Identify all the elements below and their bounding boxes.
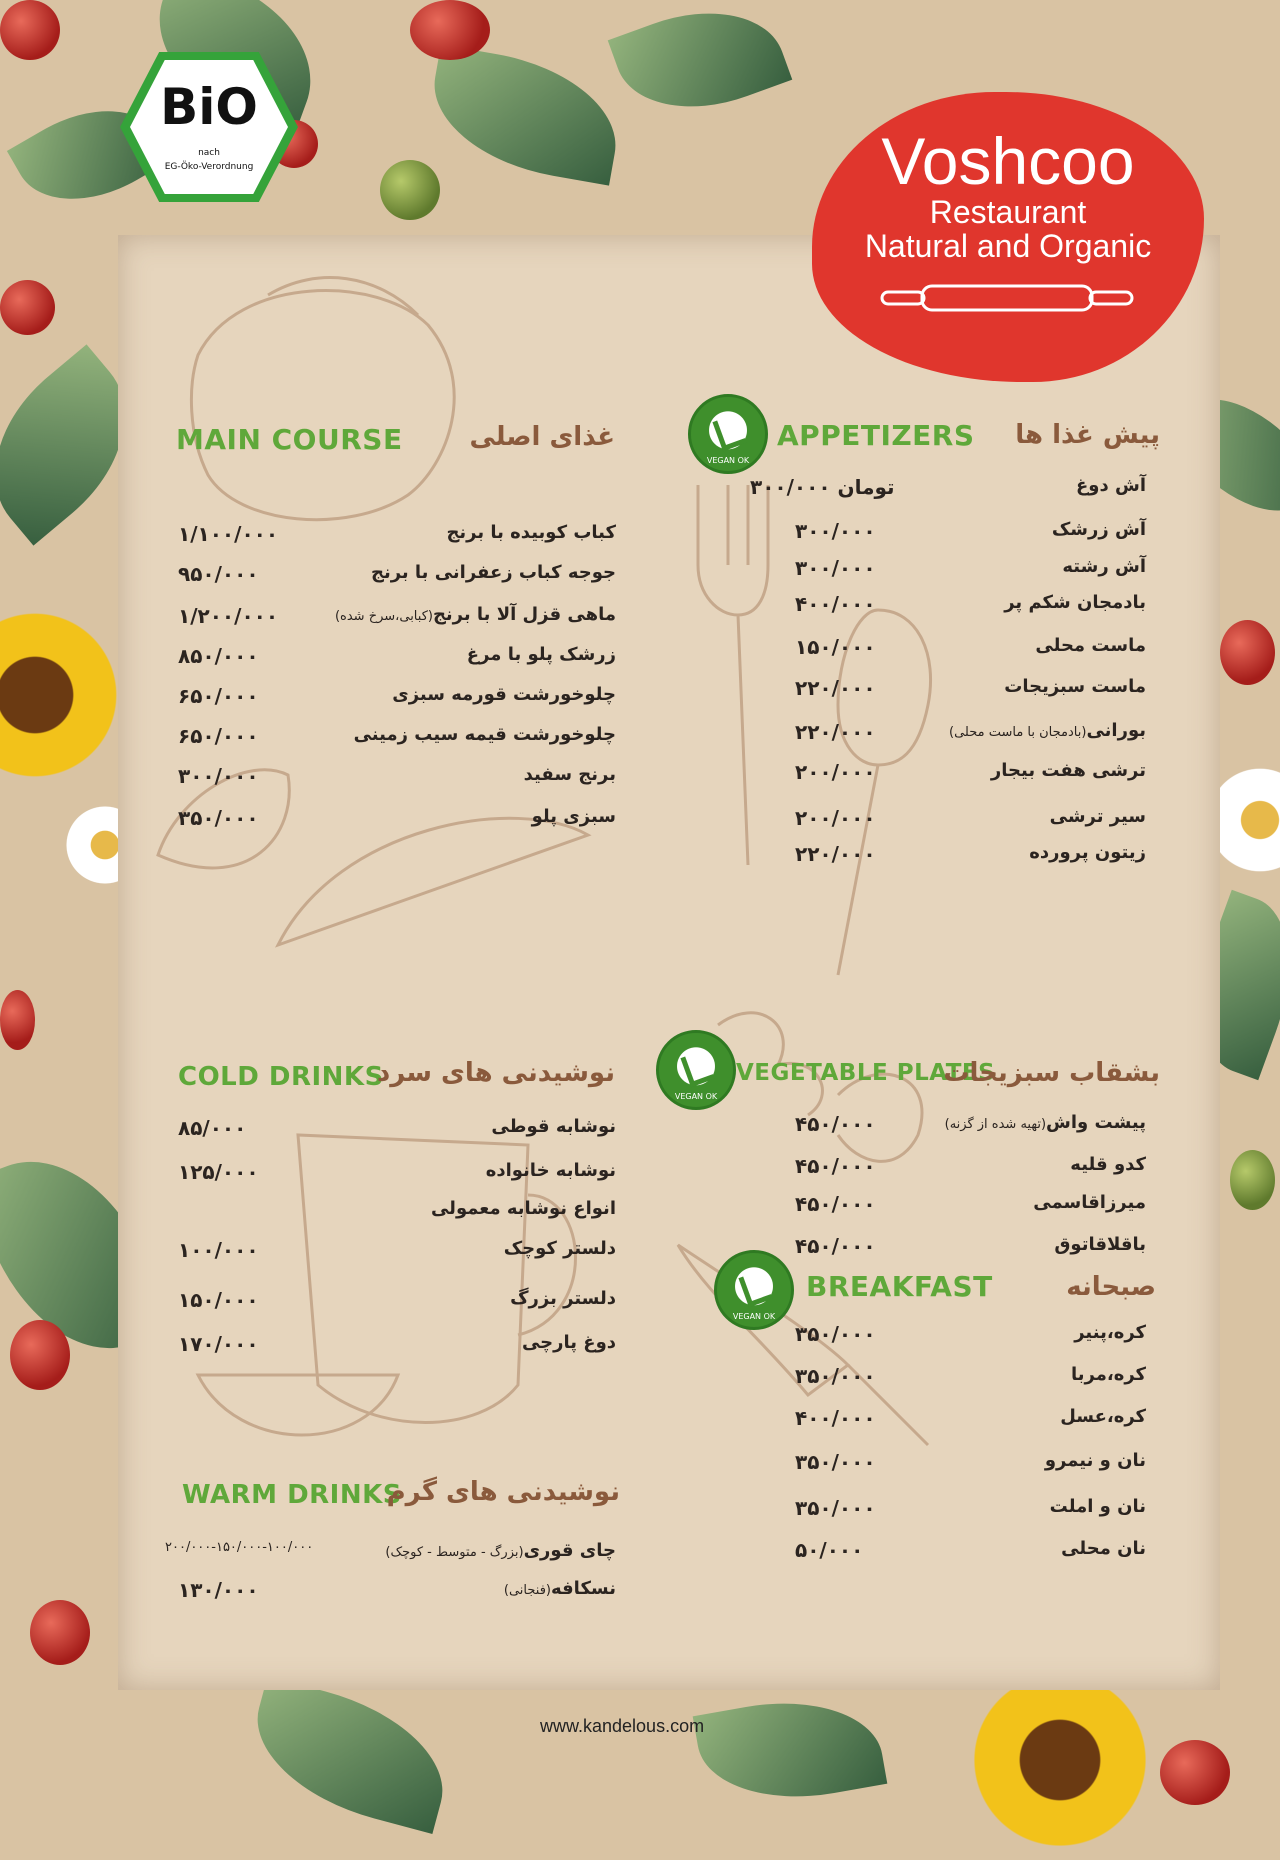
item-price: ۳۵۰/۰۰۰ <box>795 1450 876 1474</box>
item-name: ماهی قزل آلا با برنج <box>432 604 616 625</box>
item-label <box>1061 1538 1146 1559</box>
berry-decoration <box>1230 1150 1275 1210</box>
item-price: ۳۵۰/۰۰۰ <box>178 806 259 830</box>
item-price: ۴۵۰/۰۰۰ <box>795 1192 876 1216</box>
menu-item <box>795 635 1146 665</box>
item-name: نوشابه قوطی <box>491 1116 616 1137</box>
appetizers-title-en: APPETIZERS <box>777 419 975 452</box>
item-label <box>991 760 1146 781</box>
menu-item <box>795 676 1146 706</box>
item-name: چلوخورشت قیمه سیب زمینی <box>353 724 616 745</box>
item-label <box>1004 592 1146 613</box>
item-price: ۳۰۰/۰۰۰ <box>795 556 876 580</box>
appetizers-title-fa: پیش غذا ها <box>1015 420 1160 450</box>
bio-logo-line2: EG-Öko-Verordnung <box>164 162 254 172</box>
menu-item <box>795 592 1146 622</box>
item-price: ۱۳۰/۰۰۰ <box>178 1578 259 1602</box>
item-label <box>1054 1234 1146 1255</box>
item-label <box>1062 556 1146 577</box>
menu-item <box>795 1234 1146 1264</box>
item-price: ۶۵۰/۰۰۰ <box>178 684 259 708</box>
menu-item <box>178 644 616 674</box>
menu-item <box>795 1154 1146 1184</box>
item-name: سیر ترشی <box>1049 806 1146 827</box>
checkmark-icon <box>680 1050 714 1088</box>
item-price: ۵۰/۰۰۰ <box>795 1538 864 1562</box>
item-price: ۳۰۰/۰۰۰ <box>178 764 259 788</box>
item-price: ۳۰۰/۰۰۰ تومان <box>750 475 895 499</box>
item-name: میرزاقاسمی <box>1033 1192 1146 1213</box>
menu-item <box>750 475 1146 505</box>
berry-decoration <box>0 280 55 335</box>
item-label <box>510 1288 616 1309</box>
item-label <box>446 522 616 543</box>
vegan-badge-icon <box>688 394 768 474</box>
item-name: پیشت واش <box>1046 1112 1146 1133</box>
main-course-title-en: MAIN COURSE <box>176 423 403 456</box>
item-price: ۴۰۰/۰۰۰ <box>795 592 876 616</box>
item-name: جوجه کباب زعفرانی با برنج <box>370 562 616 583</box>
item-price: ۱۰۰/۰۰۰ <box>178 1238 259 1262</box>
menu-item <box>178 724 616 754</box>
leaf-decoration <box>422 44 628 185</box>
berry-decoration <box>0 0 60 60</box>
item-label <box>1035 635 1146 656</box>
item-name: سبزی پلو <box>531 806 616 827</box>
item-price: ۱/۲۰۰/۰۰۰ <box>178 604 279 628</box>
item-label <box>431 1198 616 1219</box>
rolling-pin-icon <box>872 278 1142 318</box>
menu-item <box>178 1238 616 1268</box>
menu-item <box>178 1116 616 1146</box>
item-name: آش دوغ <box>1076 475 1146 496</box>
item-price: ۳۵۰/۰۰۰ <box>795 1364 876 1388</box>
menu-item <box>795 519 1146 549</box>
item-price: ۲۲۰/۰۰۰ <box>795 720 876 744</box>
item-name: نان و املت <box>1049 1496 1146 1517</box>
vegan-badge-label: VEGAN OK <box>674 1092 718 1101</box>
menu-item <box>795 760 1146 790</box>
item-name: کره،مربا <box>1071 1364 1146 1385</box>
item-price: ۱/۱۰۰/۰۰۰ <box>178 522 279 546</box>
menu-item <box>795 720 1146 750</box>
menu-item <box>178 1160 616 1190</box>
checkmark-icon <box>712 414 746 452</box>
vegan-badge-icon <box>656 1030 736 1110</box>
menu-item <box>178 1578 616 1608</box>
brand-tagline: Natural and Organic <box>864 228 1152 264</box>
item-price: ۱۲۵/۰۰۰ <box>178 1160 259 1184</box>
item-note: (بزرگ - متوسط - کوچک) <box>385 1545 524 1560</box>
item-name: نان و نیمرو <box>1044 1450 1146 1471</box>
berry-decoration <box>1160 1740 1230 1805</box>
item-note: (بادمجان با ماست محلی) <box>949 725 1087 740</box>
item-price: ۴۵۰/۰۰۰ <box>795 1112 876 1136</box>
item-label <box>1052 519 1146 540</box>
item-label <box>1050 806 1146 827</box>
berry-decoration <box>30 1600 90 1665</box>
item-name: زیتون پرورده <box>1029 842 1146 863</box>
item-label <box>371 562 616 583</box>
menu-item <box>178 604 616 634</box>
item-price: ۹۵۰/۰۰۰ <box>178 562 259 586</box>
item-name: نان محلی <box>1061 1538 1146 1559</box>
menu-item <box>795 806 1146 836</box>
item-label <box>532 806 616 827</box>
menu-item <box>795 1538 1146 1568</box>
berry-decoration <box>10 1320 70 1390</box>
item-price: ۴۰۰/۰۰۰ <box>795 1406 876 1430</box>
menu-item <box>178 764 616 794</box>
menu-item <box>178 1332 616 1362</box>
item-name: دلستر بزرگ <box>510 1288 616 1309</box>
item-label <box>1045 1450 1146 1471</box>
item-name: چلوخورشت قورمه سبزی <box>392 684 616 705</box>
item-label <box>1033 1192 1146 1213</box>
menu-item <box>795 1496 1146 1526</box>
item-label <box>1074 1322 1146 1343</box>
vegetable-plates-title-fa: بشقاب سبزیجات <box>943 1058 1160 1088</box>
warm-drinks-title-fa: نوشیدنی های گرم <box>386 1477 620 1507</box>
leaf-decoration <box>239 1676 461 1834</box>
item-label <box>522 1332 616 1353</box>
menu-item <box>795 1450 1146 1480</box>
menu-item <box>795 1322 1146 1352</box>
item-name: برنج سفید <box>523 764 616 785</box>
item-price: ۶۵۰/۰۰۰ <box>178 724 259 748</box>
item-label <box>1050 1496 1146 1517</box>
item-price: ۸۵/۰۰۰ <box>178 1116 247 1140</box>
bio-logo <box>120 52 298 202</box>
item-name: زرشک پلو با مرغ <box>466 644 616 665</box>
item-price: ۱۵۰/۰۰۰ <box>795 635 876 659</box>
item-name: دوغ پارچی <box>521 1332 616 1353</box>
item-label <box>945 1112 1146 1133</box>
menu-item <box>795 1364 1146 1394</box>
item-label <box>524 764 616 785</box>
menu-item <box>795 1192 1146 1222</box>
menu-item <box>795 842 1146 872</box>
item-name: نسکافه <box>550 1578 616 1599</box>
berry-decoration <box>380 160 440 220</box>
item-name: آش رشته <box>1062 556 1146 577</box>
item-price: ۴۵۰/۰۰۰ <box>795 1154 876 1178</box>
menu-item <box>178 806 616 836</box>
bio-logo-line1: nach <box>198 148 220 158</box>
item-price: ۴۵۰/۰۰۰ <box>795 1234 876 1258</box>
item-label <box>1060 1406 1146 1427</box>
item-name: ترشی هفت بیجار <box>990 760 1146 781</box>
item-price: ۱۷۰/۰۰۰ <box>178 1332 259 1356</box>
item-name: آش زرشک <box>1051 519 1146 540</box>
breakfast-title-en: BREAKFAST <box>806 1270 993 1303</box>
bio-logo-text: BiO <box>160 78 258 136</box>
item-price: ۸۵۰/۰۰۰ <box>178 644 259 668</box>
item-label <box>1070 1154 1146 1175</box>
item-price: ۲۲۰/۰۰۰ <box>795 842 876 866</box>
item-name: بورانی <box>1086 720 1146 741</box>
item-label <box>486 1160 616 1181</box>
item-price: ۳۵۰/۰۰۰ <box>795 1496 876 1520</box>
item-label <box>504 1238 616 1259</box>
berry-decoration <box>410 0 490 60</box>
item-label <box>385 1540 616 1561</box>
menu-item <box>178 1288 616 1318</box>
item-name: بادمجان شکم پر <box>1004 592 1146 613</box>
item-note: (کبابی،سرخ شده) <box>334 609 433 624</box>
leaf-decoration <box>608 0 793 134</box>
vegetable-plates-title-en: VEGETABLE PLATES <box>736 1060 996 1086</box>
warm-drinks-title-en: WARM DRINKS <box>182 1480 402 1510</box>
berry-decoration <box>0 990 35 1050</box>
restaurant-name: Voshcoo <box>881 124 1135 198</box>
item-label <box>354 724 616 745</box>
item-price: ۱۵۰/۰۰۰ <box>178 1288 259 1312</box>
menu-item <box>178 684 616 714</box>
item-label <box>467 644 616 665</box>
item-label <box>504 1578 616 1599</box>
menu-item <box>795 1112 1146 1142</box>
main-course-title-fa: غذای اصلی <box>469 422 615 452</box>
menu-item <box>178 562 616 592</box>
vegan-badge-label: VEGAN OK <box>706 456 750 465</box>
vegan-badge-icon <box>714 1250 794 1330</box>
item-label <box>949 720 1146 741</box>
footer-website[interactable]: www.kandelous.com <box>540 1716 705 1736</box>
item-name: نوشابه خانواده <box>485 1160 616 1181</box>
item-name: کره،عسل <box>1060 1406 1146 1427</box>
berry-decoration <box>1220 620 1275 685</box>
checkmark-icon <box>738 1270 772 1308</box>
item-name: دلستر کوچک <box>503 1238 616 1259</box>
item-price: ۲۰۰/۰۰۰ <box>795 806 876 830</box>
item-label <box>1071 1364 1146 1385</box>
sunflower-decoration <box>0 600 130 790</box>
menu-item <box>795 1406 1146 1436</box>
item-price: ۲۲۰/۰۰۰ <box>795 676 876 700</box>
menu-item <box>165 1540 616 1570</box>
item-note: (تهیه شده از گزنه) <box>944 1117 1047 1132</box>
item-note: (فنجانی) <box>503 1583 551 1598</box>
item-name: کباب کوبیده با برنج <box>446 522 616 543</box>
brand-splash <box>812 92 1204 382</box>
cold-drinks-title-fa: نوشیدنی های سرد <box>376 1058 615 1088</box>
item-price: ۲۰۰/۰۰۰-۱۵۰/۰۰۰-۱۰۰/۰۰۰ <box>165 1540 314 1555</box>
menu-item <box>178 1198 616 1228</box>
cold-drinks-title-en: COLD DRINKS <box>178 1062 384 1092</box>
item-label <box>491 1116 616 1137</box>
item-name: ماست محلی <box>1035 635 1146 656</box>
menu-item <box>795 556 1146 586</box>
item-label <box>392 684 616 705</box>
sunflower-decoration <box>960 1660 1160 1860</box>
item-price: ۳۰۰/۰۰۰ <box>795 519 876 543</box>
item-label <box>1076 475 1146 496</box>
item-name: انواع نوشابه معمولی <box>430 1198 616 1219</box>
item-price: ۳۵۰/۰۰۰ <box>795 1322 876 1346</box>
item-name: کدو قلیه <box>1070 1154 1146 1175</box>
leaf-decoration <box>693 1685 888 1815</box>
menu-item <box>178 522 616 552</box>
item-name: ماست سبزیجات <box>1004 676 1146 697</box>
item-name: باقلاقاتوق <box>1054 1234 1146 1255</box>
breakfast-title-fa: صبحانه <box>1066 1272 1156 1302</box>
item-price: ۲۰۰/۰۰۰ <box>795 760 876 784</box>
item-label <box>335 604 616 625</box>
vegan-badge-label: VEGAN OK <box>732 1312 776 1321</box>
brand-subtitle: Restaurant <box>929 194 1087 230</box>
item-label <box>1004 676 1146 697</box>
item-name: چای قوری <box>523 1540 616 1561</box>
item-label <box>1029 842 1146 863</box>
item-name: کره،پنیر <box>1074 1322 1146 1343</box>
